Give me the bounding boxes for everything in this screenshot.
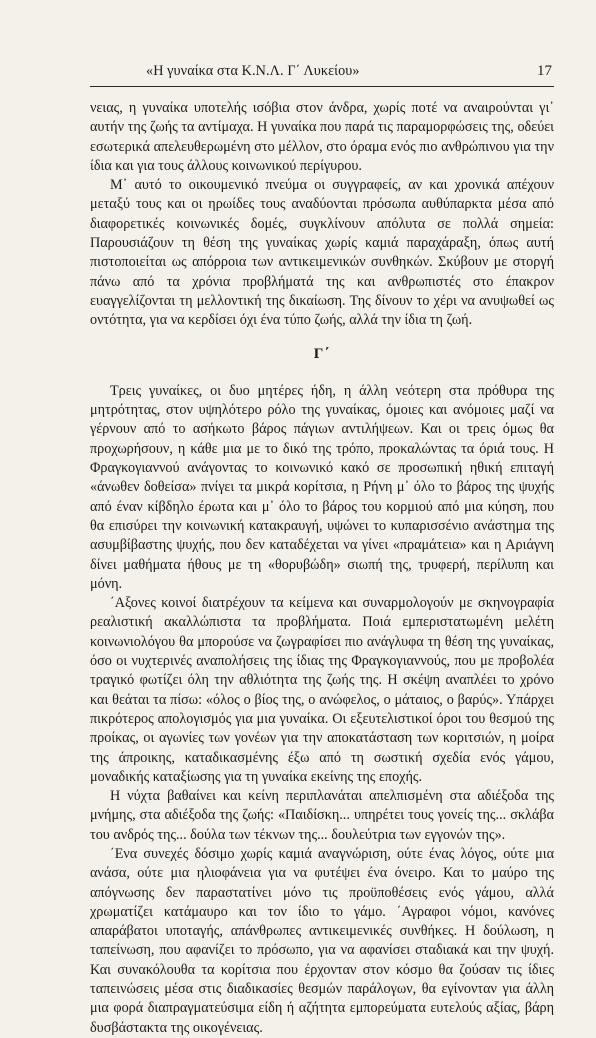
- page-number: 17: [537, 63, 552, 79]
- paragraph: νειας, η γυναίκα υποτελής ισόβια στον άνδρα, χωρίς ποτέ να αναιρούνται γι᾽ αυτήν της ζωής τα αντίμαχα. Η γυναίκα που παρά τις παραμορφώσεις της, οδεύει εσωτερικά απελευθερωμένη στο μέλλον, στο όραμα ενός πιο ανθρώπινου για την ίδια και για τους άλλους κοινωνικού περίγυρου.: [90, 100, 554, 174]
- paragraph: ΄Αξονες κοινοί διατρέχουν τα κείμενα και συναρμολογούν με σκηνογραφία ρεαλιστική ακαλλώπιστα τα προβλήματα. Ποιά εμπεριστατωμένη μελέτη κοινωνιολόγου θα μπορούσε να ζωγραφίσει πιο ανάγλυφα τη θέση της γυναίκας, όσο οι νυχτερινές αναπολήσεις της ίδιας της Φραγκογιαννούς, που με προβολέα τραγικό φωτίζει όλη την αθλιότητα της ζωής της. Η σκέψη αναπλέει το χρόνο και θεάται τα πίσω: «όλος ο βίος της, ο ανώφελος, ο μάταιος, ο βαρύς». Υπάρχει πικρότερος απολογισμός για μια γυναίκα. Οι εξευτελιστικοί όροι του θεσμού της προίκας, οι αγωνίες των γονέων για την αποκατάσταση των κοριτσιών, η μοίρα της άπροικης, καταδικασμένης έξω από τη σωστική σχεδία ενός γάμου, μοναδικής καταξίωσης για τη γυναίκα εκείνης της εποχής.: [90, 595, 554, 785]
- paragraph: Η νύχτα βαθαίνει και κείνη περιπλανάται απελπισμένη στα αδιέξοδα της μνήμης, στα αδιέξοδα της ζωής: «Παιδίσκη... υπηρέτει τους γονείς της... σκλάβα του ανδρός της... δούλα των τέκνων της... δουλεύτρια των εγγονών της».: [90, 788, 554, 843]
- paragraph: Μ᾽ αυτό το οικουμενικό πνεύμα οι συγγραφείς, αν και χρονικά απέχουν μεταξύ τους και οι ηρωίδες τους αναδύονται πρόσωπα αυθύπαρκτα μέσα από διαφορετικές κοινωνικές δομές, συγκλίνουν απόλυτα σε πολλά σημεία: Παρουσιάζουν τη θέση της γυναίκας χωρίς καμιά παραχάραξη, όπως αυτή πιστοποιείται ως απόρροια των αντικειμενικών συνθηκών. Σκύβουν με στοργή πάνω από τα χρόνια προβλήματά της και ανθρωπιστές στο έπακρον ευαγγελίζονται τη μελλοντική της δικαίωση. Της δίνουν το χέρι να ανυψωθεί ως οντότητα, για να κερδίσει όχι ένα τύπο ζωής, αλλά την ίδια τη ζωή.: [90, 177, 554, 329]
- paragraph: ΄Ενα συνεχές δόσιμο χωρίς καμιά αναγνώριση, ούτε ένας λόγος, ούτε μια ανάσα, ούτε μια ηλιοφάνεια για να φυτέψει ένα όνειρο. Και το μαύρο της απόγνωσης δεν παραστατίνει μόνο τις προϋποθέσεις ενός γάμου, αλλά χρωματίζει κατάμαυρο και τον ίδιο το γάμο. ΄Αγραφοι νόμοι, κανόνες απαράβατοι υποταγής, απάνθρωπες αντικειμενικές συνθήκες. Η δούλωση, η ταπείνωση, που αφανίζει το πρόσωπο, για να αφανίσει σταδιακά και την ψυχή. Και συνακόλουθα τα κορίτσια που έρχονταν στον κόσμο θα ζούσαν τις ίδιες ταπεινώσεις μέσα στις διαδικασίες θεσμών παράλογων, θα εγίνονταν για άλλη μια φορά διαπραγματεύσιμα είδη ή αζήτητα εμπορεύματα ευτελούς αξίας, βάρη δυσβάστακτα της οικογένειας.: [90, 845, 554, 1036]
- section-heading: Γ΄: [313, 345, 331, 362]
- paragraph: Τρεις γυναίκες, οι δυο μητέρες ήδη, η άλλη νεότερη στα πρόθυρα της μητρότητας, στον υψηλότερο ρόλο της γυναίκας, όμοιες και ανόμοιες μαζί να γέρνουν από το ασήκωτο βάρος πάγιων αντιλήψεων. Και οι τρεις όμως θα προχωρήσουν, η κάθε μια με το δικό της τρόπο, προκαλώντας τα όριά τους. Η Φραγκογιαννού ανάγοντας το κοινωνικό κακό σε προσωπική ηθική επιταγή «άνωθεν δοθείσα» πνίγει τα μικρά κορίτσια, η Ρήνη μ᾽ όλο το βάρος της ψυχής από έναν κίβδηλο έρωτα και μ᾽ όλο το βάρος του κορμιού από μια κύηση, που θα επισύρει την κοινωνική κατακραυγή, υψώνει το κυπαρισσένιο ανάστημα της ασυμβίβαστης ψυχής, που δεν καταδέχεται να γίνει «πραμάτεια» και η Αριάγνη δίνει μαθήματα ήθους με τη «θορυβώδη» σιωπή της, τρυφερή, περίλυπη και μόνη.: [90, 382, 554, 592]
- running-header: [90, 62, 554, 87]
- body-text: [90, 99, 554, 1038]
- running-title: «Η γυναίκα στα Κ.Ν.Λ. Γ΄ Λυκείου»: [146, 63, 360, 79]
